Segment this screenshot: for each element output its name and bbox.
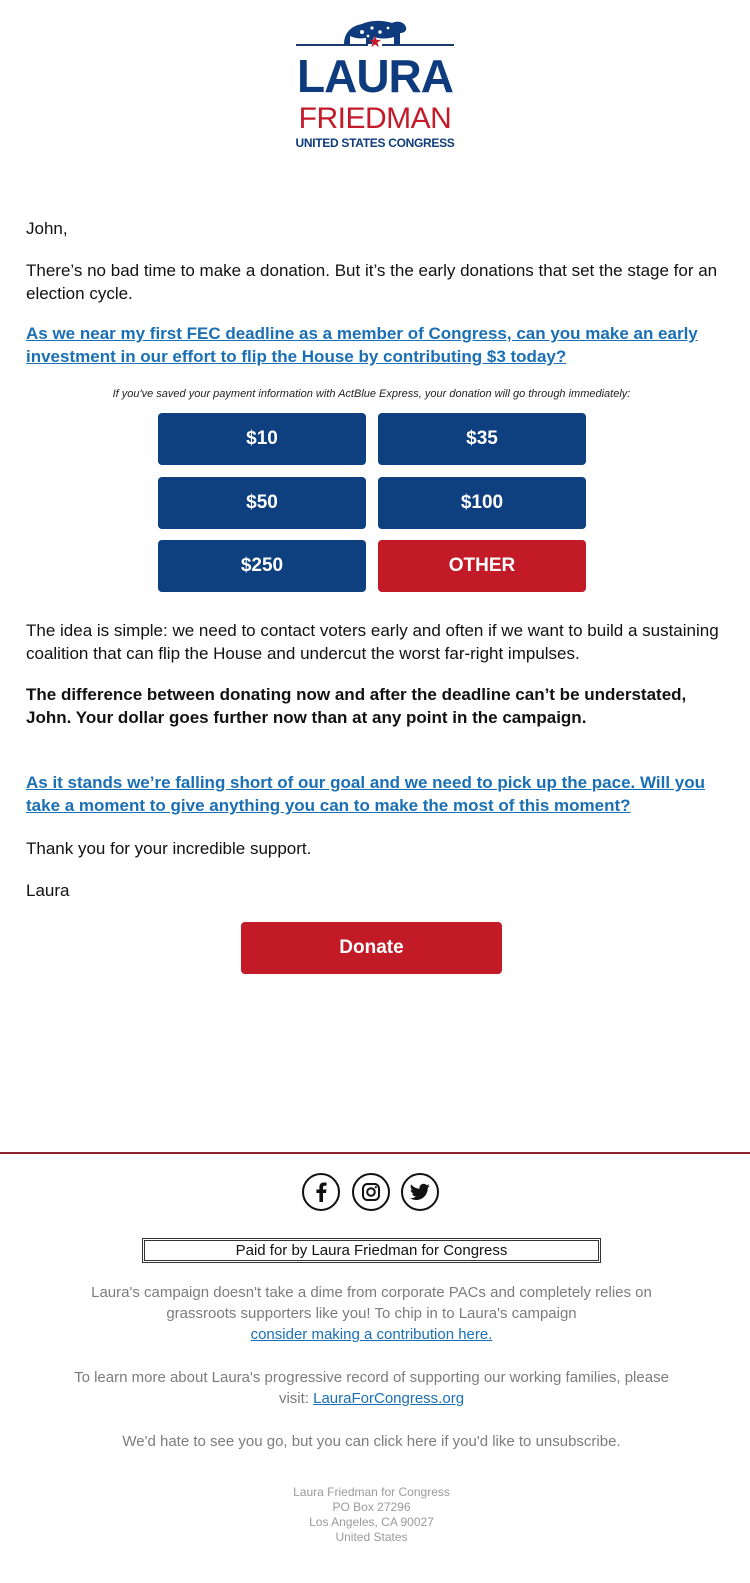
logo-subtitle: UNITED STATES CONGRESS: [295, 136, 455, 150]
donate-other-button[interactable]: OTHER: [378, 540, 586, 592]
website-link[interactable]: LauraForCongress.org: [313, 1390, 465, 1407]
logo-first-name: LAURA: [297, 50, 453, 102]
logo-divider-right: [382, 44, 454, 46]
donate-35-button[interactable]: $35: [378, 413, 586, 465]
unsubscribe-link[interactable]: We'd hate to see you go, but you can click here if you'd like to unsubscribe.: [122, 1433, 621, 1450]
star-icon: ★: [367, 34, 383, 51]
donate-button[interactable]: Donate: [241, 922, 502, 974]
intro-paragraph: There’s no bad time to make a donation. But it’s the early donations that set the stage for an election cycle.: [26, 261, 718, 303]
contribution-link[interactable]: consider making a contribution here.: [250, 1326, 493, 1343]
twitter-icon[interactable]: [401, 1173, 439, 1211]
body-paragraph: The idea is simple: we need to contact voters early and often if we want to build a sustaining coalition that can flip the House and undercut the worst far-right impulses.: [26, 621, 719, 663]
donate-250-button[interactable]: $250: [158, 540, 366, 592]
donate-100-button[interactable]: $100: [378, 477, 586, 529]
address-line-3: Los Angeles, CA 90027: [309, 1515, 434, 1529]
paid-for-disclaimer: Paid for by Laura Friedman for Congress: [142, 1238, 601, 1263]
donate-10-button[interactable]: $10: [158, 413, 366, 465]
address-line-1: Laura Friedman for Congress: [293, 1485, 450, 1499]
logo-last-name: FRIEDMAN: [298, 102, 452, 135]
salutation: John,: [26, 219, 68, 238]
donate-50-button[interactable]: $50: [158, 477, 366, 529]
learn-more-note: [60, 1367, 683, 1409]
learn-more-text: To learn more about Laura's progressive record of supporting our working families, please visit:: [74, 1369, 669, 1407]
logo-divider-left: [296, 44, 368, 46]
grassroots-text: Laura's campaign doesn't take a dime from corporate PACs and completely relies on grassroots supporters like you! To chip in to Laura's campaign: [91, 1284, 652, 1322]
donate-link-top[interactable]: As we near my first FEC deadline as a member of Congress, can you make an early investment in our effort to flip the House by contributing $3 today?: [26, 324, 698, 366]
footer-divider: [0, 1152, 750, 1154]
bold-paragraph: The difference between donating now and after the deadline can’t be understated, John. Your dollar goes further now than at any point in the campaign.: [26, 685, 687, 727]
signature: Laura: [26, 881, 70, 900]
actblue-express-note: If you've saved your payment information with ActBlue Express, your donation will go through immediately:: [112, 388, 631, 400]
grassroots-note: [60, 1282, 683, 1345]
facebook-icon[interactable]: [302, 1173, 340, 1211]
donate-link-bottom[interactable]: As it stands we’re falling short of our goal and we need to pick up the pace. Will you take a moment to give anything you can to make the most of this moment?: [26, 773, 705, 815]
address-line-2: PO Box 27296: [332, 1500, 411, 1514]
instagram-icon[interactable]: [352, 1173, 390, 1211]
thanks-line: Thank you for your incredible support.: [26, 839, 312, 858]
address-line-4: United States: [335, 1530, 408, 1544]
